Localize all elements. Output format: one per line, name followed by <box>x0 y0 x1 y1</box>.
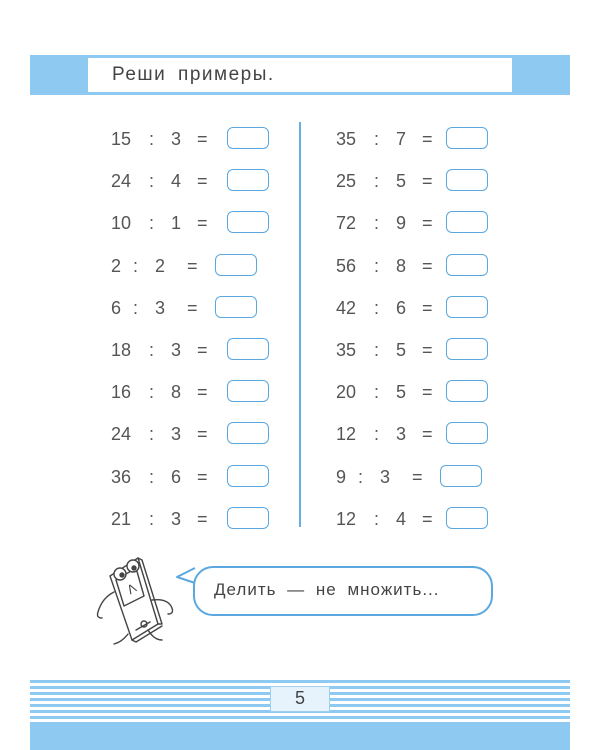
answer-box[interactable] <box>215 254 257 276</box>
equals-sign: = <box>422 213 433 234</box>
equals-sign: = <box>422 171 433 192</box>
divisor: 3 <box>171 508 182 529</box>
answer-box[interactable] <box>227 211 269 233</box>
dividend: 21 <box>111 508 132 529</box>
column-divider <box>299 122 301 527</box>
divisor: 7 <box>396 129 407 149</box>
divisor: 3 <box>396 424 407 445</box>
division-sign: : <box>374 171 380 192</box>
task-title: Реши примеры. <box>112 64 275 85</box>
answer-box[interactable] <box>227 507 269 529</box>
dividend: 20 <box>336 382 357 403</box>
equals-sign: = <box>197 129 208 149</box>
equals-sign: = <box>422 255 433 276</box>
answer-box[interactable] <box>446 211 488 233</box>
divisor: 1 <box>171 213 182 234</box>
answer-box[interactable] <box>227 127 269 149</box>
answer-box[interactable] <box>227 422 269 444</box>
equals-sign: = <box>197 340 208 360</box>
answer-box[interactable] <box>446 296 488 318</box>
divisor: 9 <box>396 213 407 234</box>
divisor: 5 <box>396 171 407 192</box>
division-sign: : <box>149 213 155 234</box>
answer-box[interactable] <box>446 254 488 276</box>
divisor: 8 <box>396 255 407 276</box>
divisor: 4 <box>396 508 407 529</box>
divisor: 3 <box>171 424 182 445</box>
division-sign: : <box>149 508 155 529</box>
speech-bubble-text: Делить — не множить... <box>214 580 440 599</box>
dividend: 25 <box>336 171 357 192</box>
divisor: 3 <box>155 297 166 318</box>
dividend: 35 <box>336 129 357 149</box>
answer-box[interactable] <box>446 422 488 444</box>
equals-sign: = <box>412 466 423 487</box>
divisor: 5 <box>396 340 407 360</box>
equals-sign: = <box>187 297 198 318</box>
dividend: 15 <box>111 129 132 149</box>
answer-box[interactable] <box>227 338 269 360</box>
division-sign: : <box>374 508 380 529</box>
equals-sign: = <box>422 382 433 403</box>
dividend: 35 <box>336 340 357 360</box>
answer-box[interactable] <box>446 507 488 529</box>
divisor: 2 <box>155 255 166 276</box>
division-sign: : <box>149 382 155 403</box>
division-sign: : <box>133 255 139 276</box>
answer-box[interactable] <box>440 465 482 487</box>
answer-box[interactable] <box>227 169 269 191</box>
equals-sign: = <box>197 508 208 529</box>
equals-sign: = <box>422 508 433 529</box>
answer-box[interactable] <box>446 127 488 149</box>
calculator-mascot-icon <box>92 548 187 648</box>
equals-sign: = <box>422 297 433 318</box>
dividend: 24 <box>111 171 132 192</box>
divisor: 3 <box>171 129 182 149</box>
equals-sign: = <box>422 424 433 445</box>
divisor: 3 <box>380 466 391 487</box>
division-sign: : <box>149 171 155 192</box>
equals-sign: = <box>422 340 433 360</box>
dividend: 10 <box>111 213 132 234</box>
division-sign: : <box>149 340 155 360</box>
divisor: 4 <box>171 171 182 192</box>
division-sign: : <box>374 340 380 360</box>
equals-sign: = <box>197 466 208 487</box>
dividend: 6 <box>111 297 122 318</box>
dividend: 24 <box>111 424 132 445</box>
dividend: 42 <box>336 297 357 318</box>
equals-sign: = <box>187 255 198 276</box>
dividend: 72 <box>336 213 357 234</box>
divisor: 8 <box>171 382 182 403</box>
division-sign: : <box>374 297 380 318</box>
division-sign: : <box>149 129 155 149</box>
answer-box[interactable] <box>227 465 269 487</box>
dividend: 9 <box>336 466 347 487</box>
answer-box[interactable] <box>227 380 269 402</box>
divisor: 6 <box>171 466 182 487</box>
division-sign: : <box>149 466 155 487</box>
dividend: 18 <box>111 340 132 360</box>
answer-box[interactable] <box>215 296 257 318</box>
division-sign: : <box>374 424 380 445</box>
divisor: 5 <box>396 382 407 403</box>
equals-sign: = <box>422 129 433 149</box>
division-sign: : <box>149 424 155 445</box>
page-number: 5 <box>294 688 305 708</box>
equals-sign: = <box>197 382 208 403</box>
dividend: 56 <box>336 255 357 276</box>
division-sign: : <box>374 255 380 276</box>
division-sign: : <box>133 297 139 318</box>
dividend: 36 <box>111 466 132 487</box>
divisor: 6 <box>396 297 407 318</box>
dividend: 12 <box>336 508 357 529</box>
svg-text:Λ: Λ <box>124 580 139 598</box>
division-sign: : <box>358 466 364 487</box>
equals-sign: = <box>197 213 208 234</box>
division-sign: : <box>374 382 380 403</box>
dividend: 2 <box>111 255 122 276</box>
dividend: 12 <box>336 424 357 445</box>
divisor: 3 <box>171 340 182 360</box>
equals-sign: = <box>197 171 208 192</box>
division-sign: : <box>374 213 380 234</box>
answer-box[interactable] <box>446 380 488 402</box>
dividend: 16 <box>111 382 132 403</box>
answer-box[interactable] <box>446 169 488 191</box>
footer-solid-band <box>30 722 570 750</box>
answer-box[interactable] <box>446 338 488 360</box>
equals-sign: = <box>197 424 208 445</box>
division-sign: : <box>374 129 380 149</box>
